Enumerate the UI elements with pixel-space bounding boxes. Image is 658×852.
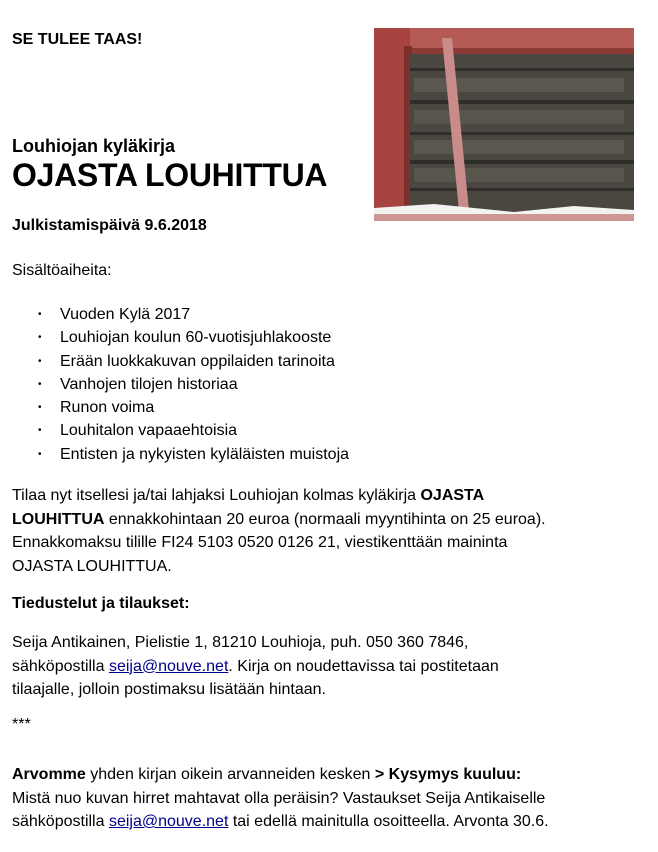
order-line-1: Tilaa nyt itsellesi ja/tai lahjaksi Louhiojan kolmas kyläkirja OJASTA bbox=[12, 487, 485, 504]
raffle-line-3: sähköpostilla seija@nouve.net tai edellä mainitulla osoitteella. Arvonta 30.6. bbox=[12, 813, 549, 830]
order-line-2: LOUHITTUA ennakkohintaan 20 euroa (normaali myyntihinta on 25 euroa). bbox=[12, 510, 546, 528]
topics-heading: Sisältöaiheita: bbox=[12, 262, 112, 279]
separator: *** bbox=[12, 716, 31, 733]
contact-line-3: tilaajalle, jolloin postimaksu lisätään hintaan. bbox=[12, 681, 326, 698]
log-wall-image bbox=[374, 28, 634, 221]
list-item: • Vanhojen tilojen historiaa bbox=[38, 373, 349, 396]
raffle-paragraph bbox=[12, 763, 642, 834]
headline: SE TULEE TAAS! bbox=[12, 31, 143, 48]
bullet-icon: • bbox=[38, 355, 42, 367]
bullet-icon: • bbox=[38, 448, 42, 460]
order-line-4: OJASTA LOUHITTUA. bbox=[12, 557, 172, 575]
book-title: OJASTA LOUHITTUA bbox=[12, 157, 328, 193]
email-link[interactable]: seija@nouve.net bbox=[108, 813, 229, 830]
publication-date: Julkistamispäivä 9.6.2018 bbox=[12, 217, 207, 234]
list-item: • Runon voima bbox=[38, 396, 349, 419]
contact-heading: Tiedustelut ja tilaukset: bbox=[12, 595, 190, 612]
order-line-3: Ennakkomaksu tilille FI24 5103 0520 0126 21, viestikenttään maininta bbox=[12, 534, 508, 551]
list-item: • Louhiojan koulun 60-vuotisjuhlakooste bbox=[38, 326, 349, 349]
raffle-line-2: Mistä nuo kuvan hirret mahtavat olla peräisin? Vastaukset Seija Antikaiselle bbox=[12, 789, 546, 807]
list-item: • Erään luokkakuvan oppilaiden tarinoita bbox=[38, 350, 349, 373]
list-item: • Louhitalon vapaaehtoisia bbox=[38, 419, 349, 442]
list-item: • Vuoden Kylä 2017 bbox=[38, 303, 349, 326]
log-wall-photo bbox=[374, 28, 634, 221]
book-subtitle: Louhiojan kyläkirja bbox=[12, 136, 176, 156]
bullet-icon: • bbox=[38, 425, 42, 437]
contact-paragraph bbox=[12, 631, 642, 702]
order-paragraph bbox=[12, 484, 642, 578]
email-link[interactable]: seija@nouve.net bbox=[108, 657, 229, 675]
contact-line-1: Seija Antikainen, Pielistie 1, 81210 Louhioja, puh. 050 360 7846, bbox=[12, 634, 469, 651]
bullet-icon: • bbox=[38, 309, 42, 320]
list-item: • Entisten ja nykyisten kyläläisten muistoja bbox=[38, 443, 349, 466]
raffle-line-1: Arvomme yhden kirjan oikein arvanneiden kesken > Kysymys kuuluu: bbox=[12, 766, 522, 783]
bullet-icon: • bbox=[38, 402, 42, 414]
contact-line-2: sähköpostilla seija@nouve.net. Kirja on noudettavissa tai postitetaan bbox=[12, 657, 499, 675]
bullet-icon: • bbox=[38, 332, 42, 344]
topics-list bbox=[38, 303, 349, 466]
bullet-icon: • bbox=[38, 378, 42, 390]
